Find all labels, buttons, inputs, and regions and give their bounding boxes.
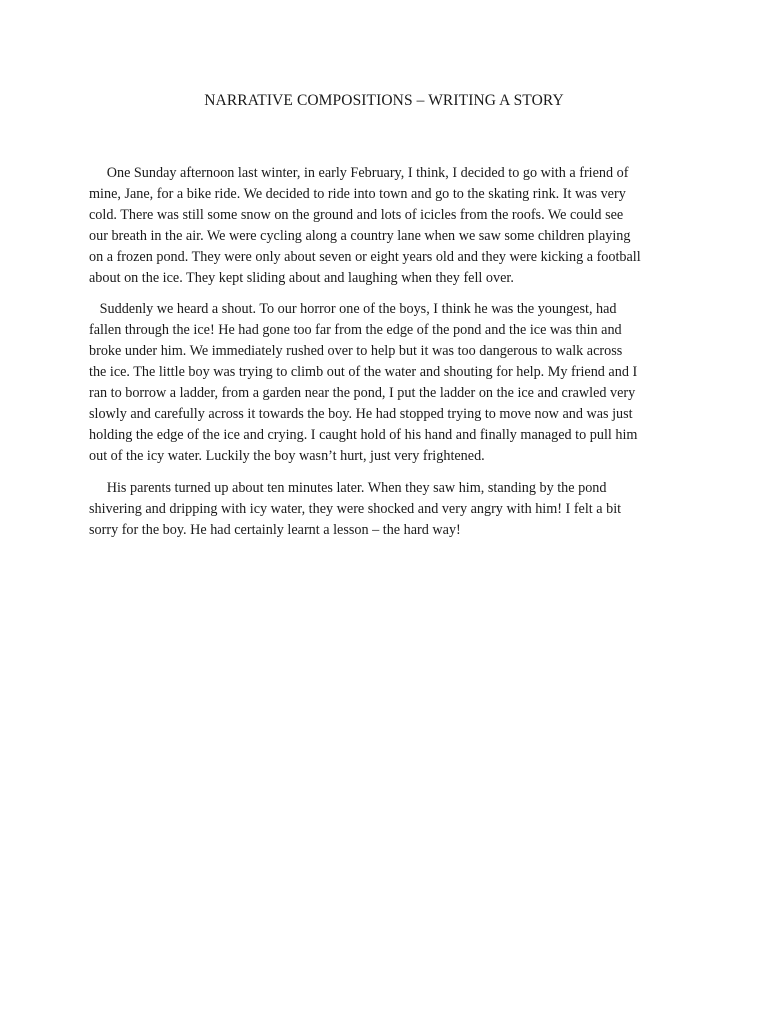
- text-line: Suddenly we heard a shout. To our horror one of the boys, I think he was the youngest, had: [89, 301, 617, 318]
- story-body: [89, 163, 689, 551]
- text-line: about on the ice. They kept sliding about and laughing when they fell over.: [89, 269, 514, 286]
- paragraph-1: [89, 163, 689, 288]
- text-line: the ice. The little boy was trying to climb out of the water and shouting for help. My friend and I: [89, 364, 638, 381]
- text-line: out of the icy water. Luckily the boy wasn’t hurt, just very frightened.: [89, 447, 485, 464]
- paragraph-3: [89, 478, 689, 541]
- text-line: our breath in the air. We were cycling along a country lane when we saw some children playing: [89, 227, 631, 244]
- text-line: holding the edge of the ice and crying. I caught hold of his hand and finally managed to pull him: [89, 426, 638, 443]
- text-line: His parents turned up about ten minutes later. When they saw him, standing by the pond: [89, 479, 607, 496]
- text-line: slowly and carefully across it towards the boy. He had stopped trying to move now and was just: [89, 405, 633, 422]
- document-title: NARRATIVE COMPOSITIONS – WRITING A STORY: [204, 92, 564, 109]
- text-line: ran to borrow a ladder, from a garden near the pond, I put the ladder on the ice and crawled very: [89, 385, 636, 402]
- text-line: broke under him. We immediately rushed over to help but it was too dangerous to walk across: [89, 343, 623, 360]
- text-line: shivering and dripping with icy water, they were shocked and very angry with him! I felt a bit: [89, 500, 622, 517]
- text-line: fallen through the ice! He had gone too far from the edge of the pond and the ice was thin and: [89, 322, 622, 339]
- paragraph-2: [89, 299, 689, 466]
- text-line: mine, Jane, for a bike ride. We decided to ride into town and go to the skating rink. It was very: [89, 185, 626, 202]
- text-line: sorry for the boy. He had certainly learnt a lesson – the hard way!: [89, 521, 461, 538]
- text-line: cold. There was still some snow on the ground and lots of icicles from the roofs. We could see: [89, 206, 624, 223]
- text-line: on a frozen pond. They were only about seven or eight years old and they were kicking a football: [89, 248, 641, 265]
- text-line: One Sunday afternoon last winter, in early February, I think, I decided to go with a friend of: [89, 165, 629, 181]
